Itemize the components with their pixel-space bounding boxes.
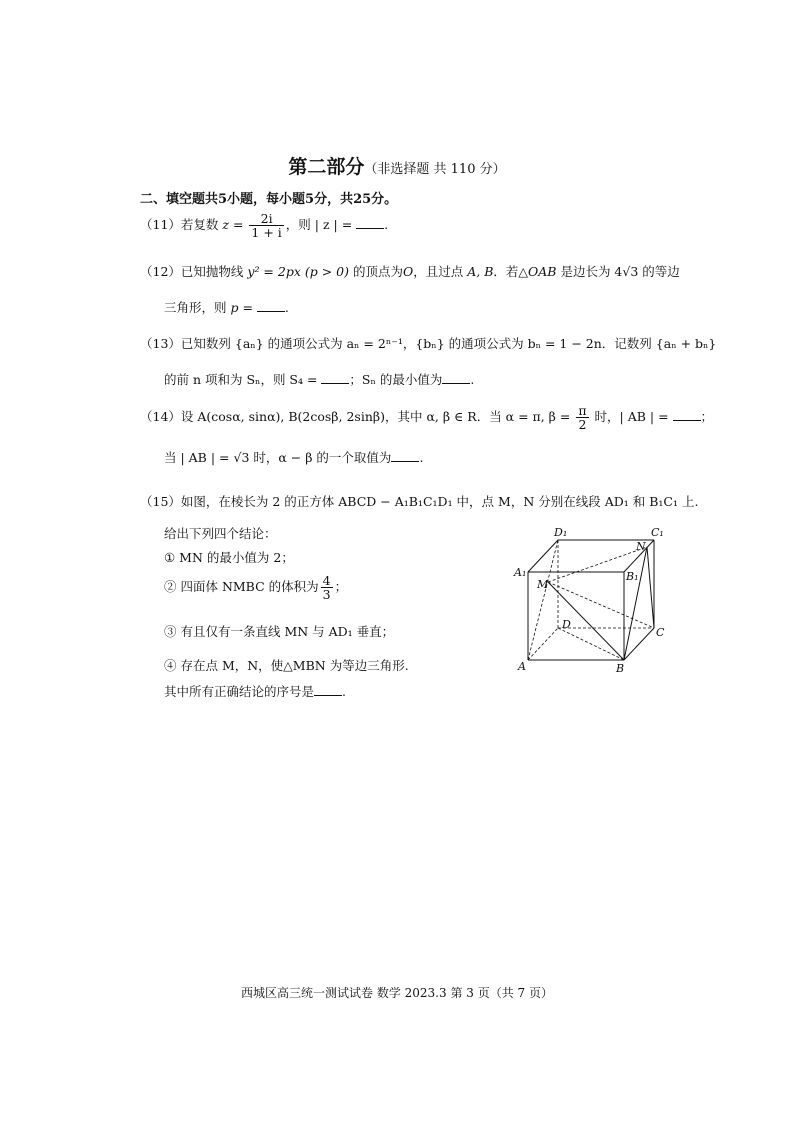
q14-line1-b: 时，| AB | = [590,409,673,425]
q15-line1: 如图，在棱长为 2 的正方体 ABCD − A₁B₁C₁D₁ 中，点 M，N 分别在线段 AD₁ 和 B₁C₁ 上. [180,494,699,509]
q12-equation: y² = 2px (p > 0) [247,264,349,279]
q15-end: . [342,684,346,699]
q13-blank-2[interactable] [442,371,470,384]
label-c: C [656,626,665,639]
label-d1: D₁ [554,526,568,539]
q12-o: O [402,264,414,279]
q12-oab: OAB [528,264,557,279]
q14-blank-1[interactable] [673,408,701,421]
q12-text-e: 是边长为 4√3 的等边 [556,264,680,279]
question-14 [140,404,713,431]
label-m: M [537,578,549,591]
q13-line2-b: ；Sₙ 的最小值为 [349,372,443,387]
q13-end: . [470,372,475,387]
label-a: A [518,660,526,673]
q15-number: （15） [140,494,181,509]
q12-text-d: ．若△ [493,264,529,279]
q11-frac-num: 2i [249,212,283,226]
q15-opt2-den: 3 [322,587,331,603]
q12-ab: A, B [467,264,494,279]
q15-option-4: ④ 存在点 M，N，使△MBN 为等边三角形. [164,658,409,673]
q12-text-c: ，且过点 [413,264,468,279]
q12-text-b: 的顶点为 [349,264,403,279]
title-subtitle: （非选择题 共 110 分） [364,162,506,177]
edge-ad [528,628,558,660]
question-14-line2 [164,448,423,466]
edge-a1d1 [528,540,558,572]
cube-figure [510,520,670,680]
label-a1: A₁ [514,566,527,579]
q13-line2-a: 的前 n 项和为 Sₙ，则 S₄ = [164,372,322,387]
label-d: D [562,618,571,631]
question-11 [140,212,388,239]
line-nc [647,547,654,628]
q11-blank[interactable] [356,216,384,229]
q15-blank[interactable] [314,683,342,696]
q11-frac-den: 1 + i [251,225,282,241]
line-nb [624,547,647,660]
q15-option-2 [164,574,347,601]
q11-number: （11） [140,217,181,233]
q11-eq: = [229,217,248,233]
section-heading: 二、填空题共5小题，每小题5分，共25分。 [140,192,398,207]
q14-frac-num: π [578,403,587,418]
edge-bc [624,628,654,660]
question-13 [140,334,716,352]
q11-end: . [384,217,389,233]
q15-opt2-fraction [321,574,333,601]
line-ad1 [528,540,558,660]
line-mb [548,582,624,660]
q14-line2-a: 当 | AB | = √3 时，α − β 的一个取值为 [164,450,392,465]
q15-question [164,682,346,700]
question-12-line2 [164,298,289,316]
q12-p: p = [230,300,257,315]
question-13-line2 [164,370,474,388]
q15-opt2-num: 4 [322,573,331,588]
question-12 [140,262,680,280]
q12-end: . [284,300,289,315]
label-c1: C₁ [651,526,664,539]
q15-opt2-text: ② 四面体 NMBC 的体积为 [164,579,319,595]
q14-line1-a: 设 A(cosα, sinα), B(2cosβ, 2sinβ)，其中 α, β ∈ R．当 α = π, β = [180,409,575,425]
q14-number: （14） [140,409,181,425]
q15-option-3: ③ 有且仅有一条直线 MN 与 AD₁ 垂直； [164,624,395,639]
q13-line1: 已知数列 {aₙ} 的通项公式为 aₙ = 2ⁿ⁻¹，{bₙ} 的通项公式为 bₙ = 1 − 2n．记数列 {aₙ + bₙ} [180,336,717,351]
q12-number: （12） [140,264,181,279]
q12-line2: 三角形，则 [164,300,231,315]
page-footer: 西城区高三统一测试试卷 数学 2023.3 第 3 页（共 7 页） [241,986,553,1000]
label-n: N [636,540,646,553]
q15-option-1: ① MN 的最小值为 2； [164,550,294,565]
q12-text-a: 已知抛物线 [180,264,248,279]
q14-end: . [419,450,424,465]
label-b1: B₁ [626,570,639,583]
title-main: 第二部分 [288,156,365,178]
q11-post: ，则 | z | = [285,217,357,233]
q14-line1-end: ； [700,409,714,425]
q13-number: （13） [140,336,181,351]
q15-intro: 给出下列四个结论： [164,526,277,541]
question-15 [140,492,698,510]
q11-var: z [222,217,229,233]
q11-text: 若复数 [180,217,219,233]
page-title [0,152,794,179]
q15-opt2-end: ； [334,579,348,595]
q14-fraction [576,404,588,431]
q11-fraction [249,212,283,239]
q14-frac-den: 2 [578,417,587,433]
label-b: B [616,662,625,675]
q12-blank[interactable] [257,299,285,312]
q14-blank-2[interactable] [391,449,419,462]
line-db [558,628,624,660]
q13-blank-1[interactable] [321,371,349,384]
q15-ask: 其中所有正确结论的序号是 [164,684,315,699]
